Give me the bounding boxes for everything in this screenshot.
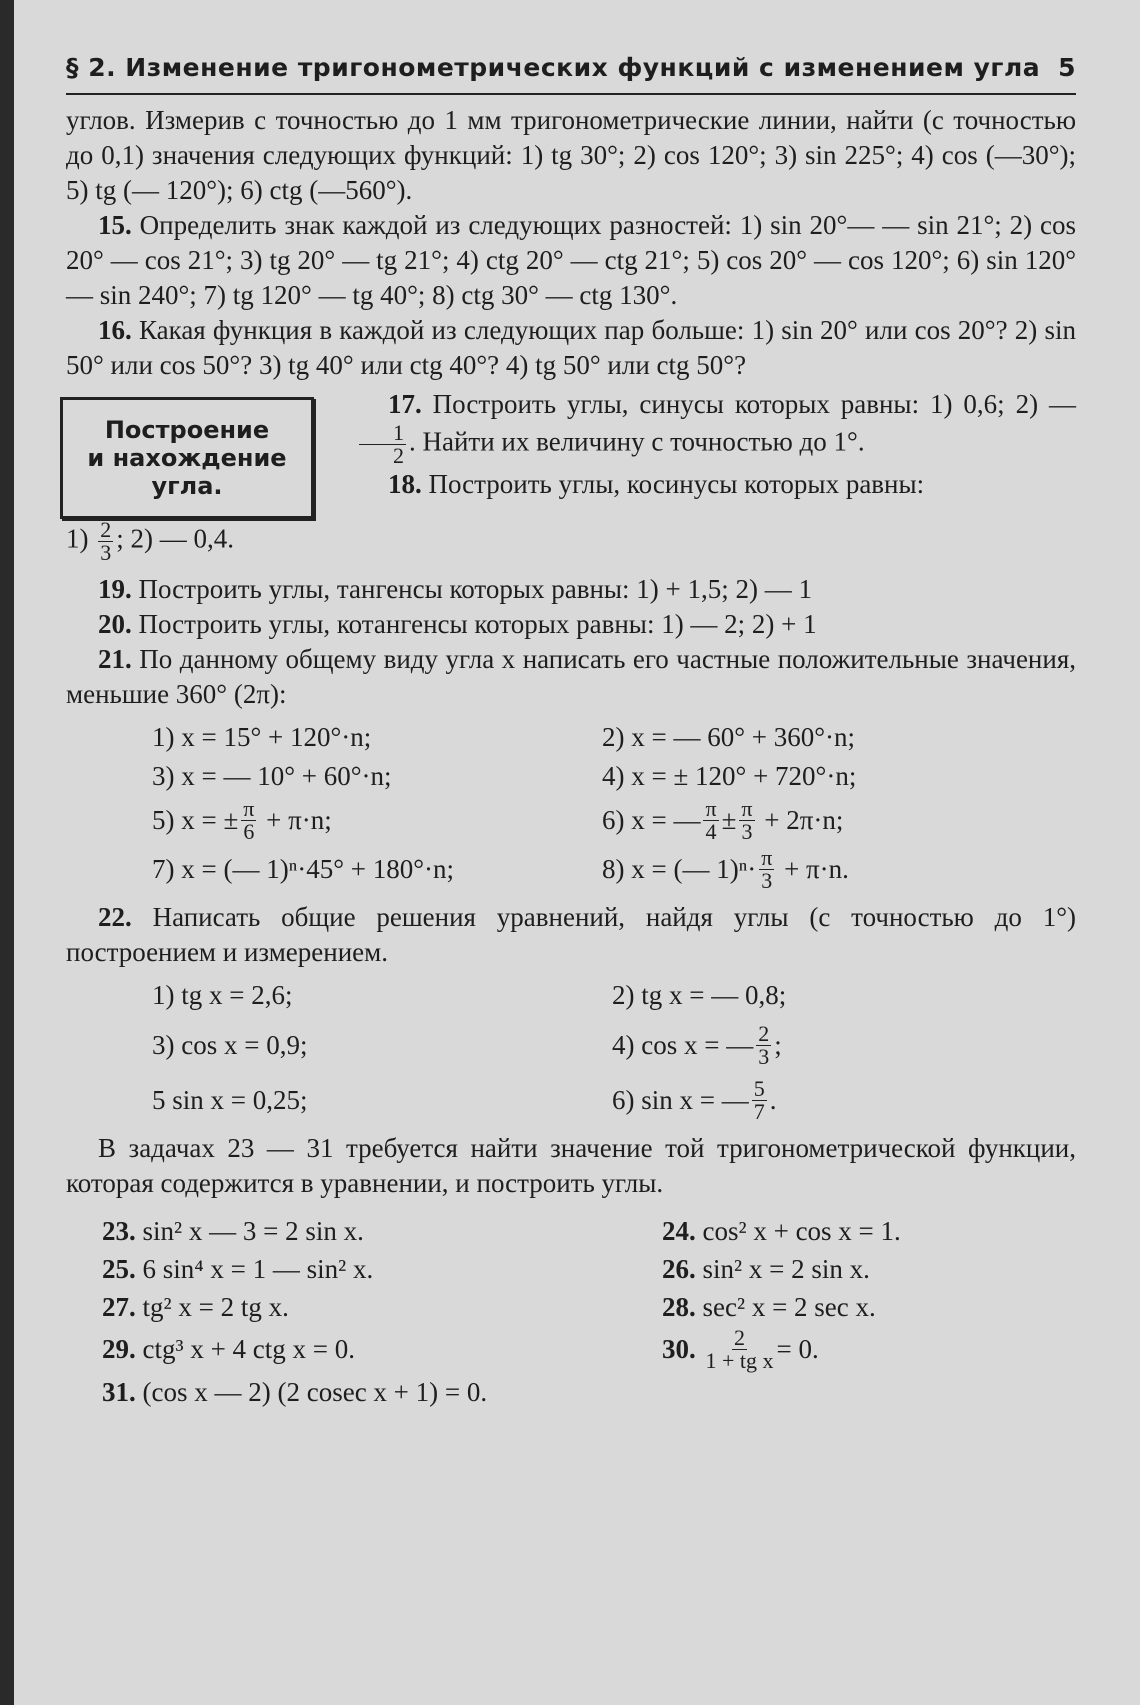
tasks-note: В задачах 23 — 31 требуется найти значение той тригонометрической функции, которая содержится в уравнении, и построить углы.: [66, 1133, 1076, 1198]
list-item: 6) sin x = — $\frac{5}{7}$ .: [612, 1076, 777, 1124]
equation-24: 24. cos² x + cos x = 1.: [662, 1215, 901, 1246]
list-item: 3) cos x = 0,9;: [152, 1030, 308, 1060]
list-item: 7) x = (— 1)ⁿ·45° + 180°·n;: [152, 854, 455, 884]
equation-29: 29. ctg³ x + 4 ctg x = 0.: [102, 1334, 356, 1364]
problem-20: 20. Построить углы, котангенсы которых равны: 1) — 2; 2) + 1: [98, 609, 817, 639]
running-header: [66, 50, 1076, 95]
list-item: 6) x = — $\frac{\pi}{4}$ ± $\frac{\pi}{3}$ + 2π·n;: [602, 796, 844, 844]
list-item: 3) x = — 10° + 60°·n;: [152, 761, 392, 791]
list-item: 2) tg x = — 0,8;: [612, 980, 787, 1010]
problem-18-answers: 1) $\frac{2}{3}$ ; 2) — 0,4.: [66, 517, 234, 565]
problem-16: 16. Какая функция в каждой из следующих пар больше: 1) sin 20° или cos 20°? 2) sin 50° или cos 50°? 3) tg 40° или ctg 40°? 4) tg 50° или ctg 50°?: [66, 315, 1077, 380]
page-number: 5: [1058, 53, 1076, 82]
list-item: 5 sin x = 0,25;: [152, 1085, 308, 1115]
problem-21: 21. По данному общему виду угла x написать его частные положительные значения, меньшие 360° (2π):: [66, 644, 1077, 709]
list-item: 1) x = 15° + 120°·n;: [152, 722, 372, 752]
list-item: 5) x = ± $\frac{\pi}{6}$ + π·n;: [152, 796, 332, 844]
page-content: [66, 50, 1076, 1410]
equation-25: 25. 6 sin⁴ x = 1 — sin² x.: [102, 1253, 374, 1284]
equation-30: 30. $\frac{2}{\text{1 + tg x}}$ = 0.: [662, 1325, 819, 1373]
list-item: 2) x = — 60° + 360°·n;: [602, 722, 856, 752]
equation-23: 23. sin² x — 3 = 2 sin x.: [102, 1215, 364, 1246]
list-item: 1) tg x = 2,6;: [152, 980, 293, 1010]
problem-15: 15. Определить знак каждой из следующих разностей: 1) sin 20°— — sin 21°; 2) cos 20° — cos 21°; 3) tg 20° — tg 21°; 4) ctg 20° — ctg 21°; 5) cos 20° — cos 120°; 6) sin 120° — sin 240°; 7) tg 120° — tg 40°; 8) ctg 30° — ctg 130°.: [66, 210, 1076, 310]
side-heading-box: Построение и нахождение угла.: [60, 397, 314, 519]
list-item: 4) x = ± 120° + 720°·n;: [602, 761, 857, 791]
problem-17: 17. Построить углы, синусы которых равны: 1) 0,6; 2) — $\frac{1}{2}$ . Найти их величину с точностью до 1°.: [356, 387, 1076, 467]
problem-19: 19. Построить углы, тангенсы которых равны: 1) + 1,5; 2) — 1: [98, 574, 813, 604]
equation-27: 27. tg² x = 2 tg x.: [102, 1291, 289, 1322]
section-title: § 2. Изменение тригонометрических функций с изменением угла: [66, 53, 1041, 82]
list-item: 8) x = (— 1)ⁿ· $\frac{\pi}{3}$ + π·n.: [602, 845, 849, 893]
equations-list: [66, 1213, 1076, 1410]
construction-block: [66, 387, 1076, 519]
equation-26: 26. sin² x = 2 sin x.: [662, 1253, 870, 1284]
equation-31: 31. (cos x — 2) (2 cosec x + 1) = 0.: [102, 1376, 488, 1407]
problem-21-items: [66, 720, 1076, 892]
list-item: 4) cos x = — $\frac{2}{3}$ ;: [612, 1021, 782, 1069]
equation-28: 28. sec² x = 2 sec x.: [662, 1291, 876, 1322]
intro-paragraph: углов. Измерив с точностью до 1 мм тригонометрические линии, найти (с точностью до 0,1) значения следующих функций: 1) tg 30°; 2) cos 120°; 3) sin 225°; 4) cos (—30°); 5) tg (— 120°); 6) ctg (—560°).: [66, 105, 1076, 205]
problem-22-items: [66, 978, 1076, 1123]
page-edge: [0, 0, 14, 1705]
problem-18: 18. Построить углы, косинусы которых равны:: [388, 469, 925, 499]
problem-22: 22. Написать общие решения уравнений, найдя углы (с точностью до 1°) построением и измерением.: [66, 902, 1077, 967]
